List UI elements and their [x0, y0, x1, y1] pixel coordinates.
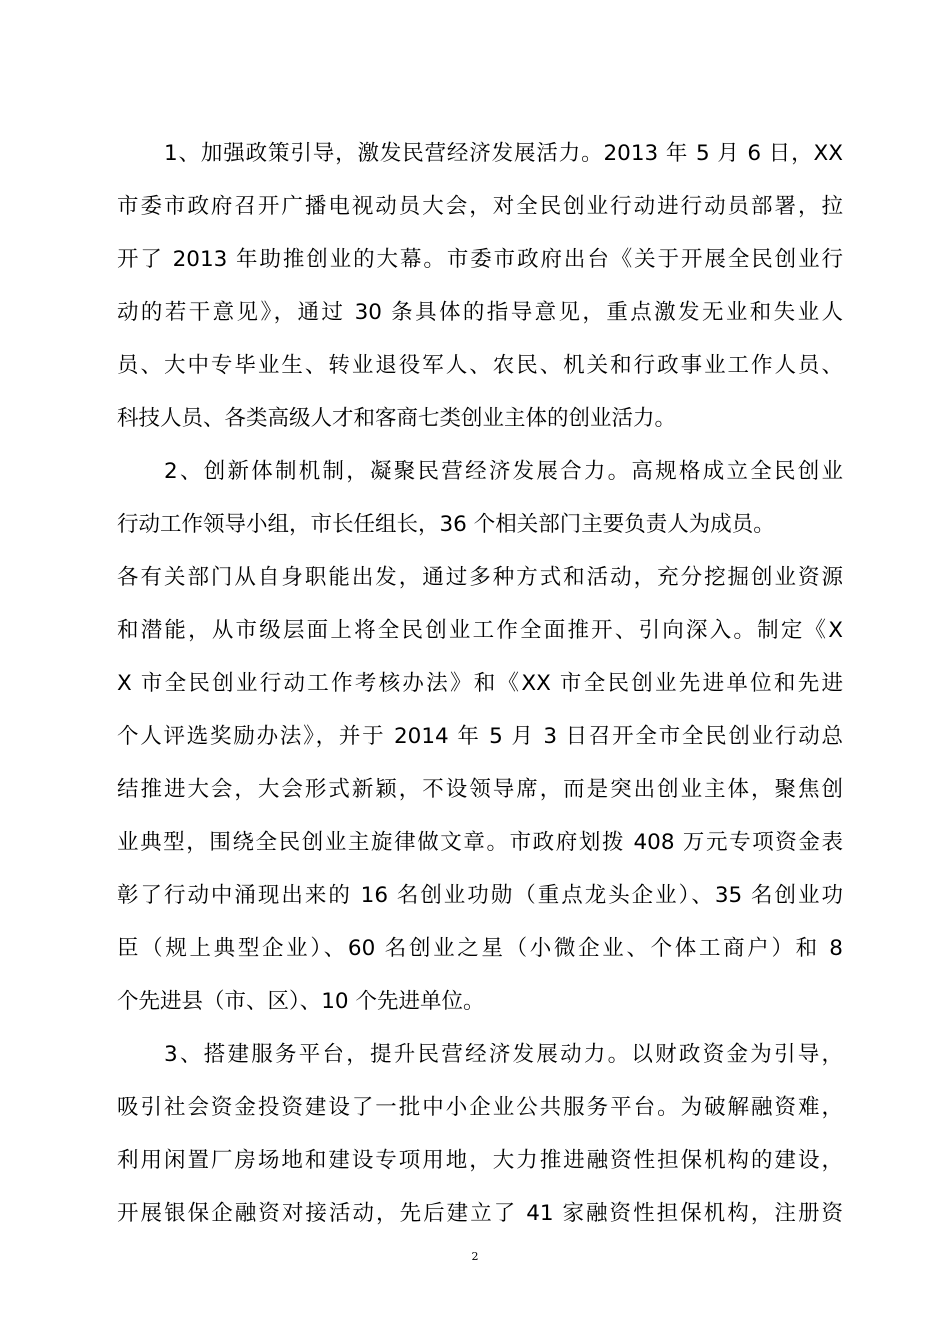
paragraph-1-line-4: 动的若干意见》，通过 30 条具体的指导意见，重点激发无业和失业人 — [117, 300, 843, 325]
paragraph-2-line-1: 2、创新体制机制，凝聚民营经济发展合力。高规格成立全民创业 — [164, 459, 843, 484]
paragraph-2-line-4: 和潜能，从市级层面上将全民创业工作全面推开、引向深入。制定《X — [117, 618, 843, 643]
paragraph-1-line-6: 科技人员、各类高级人才和客商七类创业主体的创业活力。 — [117, 406, 677, 431]
paragraph-2-line-9: 彰了行动中涌现出来的 16 名创业功勋（重点龙头企业）、35 名创业功 — [117, 883, 843, 908]
paragraph-1-line-5: 员、大中专毕业生、转业退役军人、农民、机关和行政事业工作人员、 — [117, 353, 843, 378]
paragraph-3-line-2: 吸引社会资金投资建设了一批中小企业公共服务平台。为破解融资难， — [117, 1095, 843, 1120]
paragraph-1-line-2: 市委市政府召开广播电视动员大会，对全民创业行动进行动员部署，拉 — [117, 194, 843, 219]
paragraph-3-line-3: 利用闲置厂房场地和建设专项用地，大力推进融资性担保机构的建设， — [117, 1148, 843, 1173]
paragraph-2-line-7: 结推进大会，大会形式新颖，不设领导席，而是突出创业主体，聚焦创 — [117, 777, 843, 802]
paragraph-3-line-4: 开展银保企融资对接活动，先后建立了 41 家融资性担保机构，注册资 — [117, 1201, 843, 1226]
page-number: 2 — [471, 1250, 479, 1263]
paragraph-2-line-8: 业典型，围绕全民创业主旋律做文章。市政府划拨 408 万元专项资金表 — [117, 830, 843, 855]
paragraph-2-line-6: 个人评选奖励办法》，并于 2014 年 5 月 3 日召开全市全民创业行动总 — [117, 724, 843, 749]
paragraph-2-line-2: 行动工作领导小组，市长任组长，36 个相关部门主要负责人为成员。 — [117, 512, 775, 537]
paragraph-2-line-5: X 市全民创业行动工作考核办法》和《XX 市全民创业先进单位和先进 — [117, 671, 843, 696]
paragraph-1-line-3: 开了 2013 年助推创业的大幕。市委市政府出台《关于开展全民创业行 — [117, 247, 843, 272]
paragraph-2-line-11: 个先进县（市、区）、10 个先进单位。 — [117, 989, 485, 1014]
paragraph-3-line-1: 3、搭建服务平台，提升民营经济发展动力。以财政资金为引导， — [164, 1042, 843, 1067]
paragraph-1-line-1: 1、加强政策引导，激发民营经济发展活力。2013 年 5 月 6 日，XX — [164, 141, 843, 166]
paragraph-2-line-3: 各有关部门从自身职能出发，通过多种方式和活动，充分挖掘创业资源 — [117, 565, 843, 590]
paragraph-2-line-10: 臣（规上典型企业）、60 名创业之星（小微企业、个体工商户）和 8 — [117, 936, 843, 961]
